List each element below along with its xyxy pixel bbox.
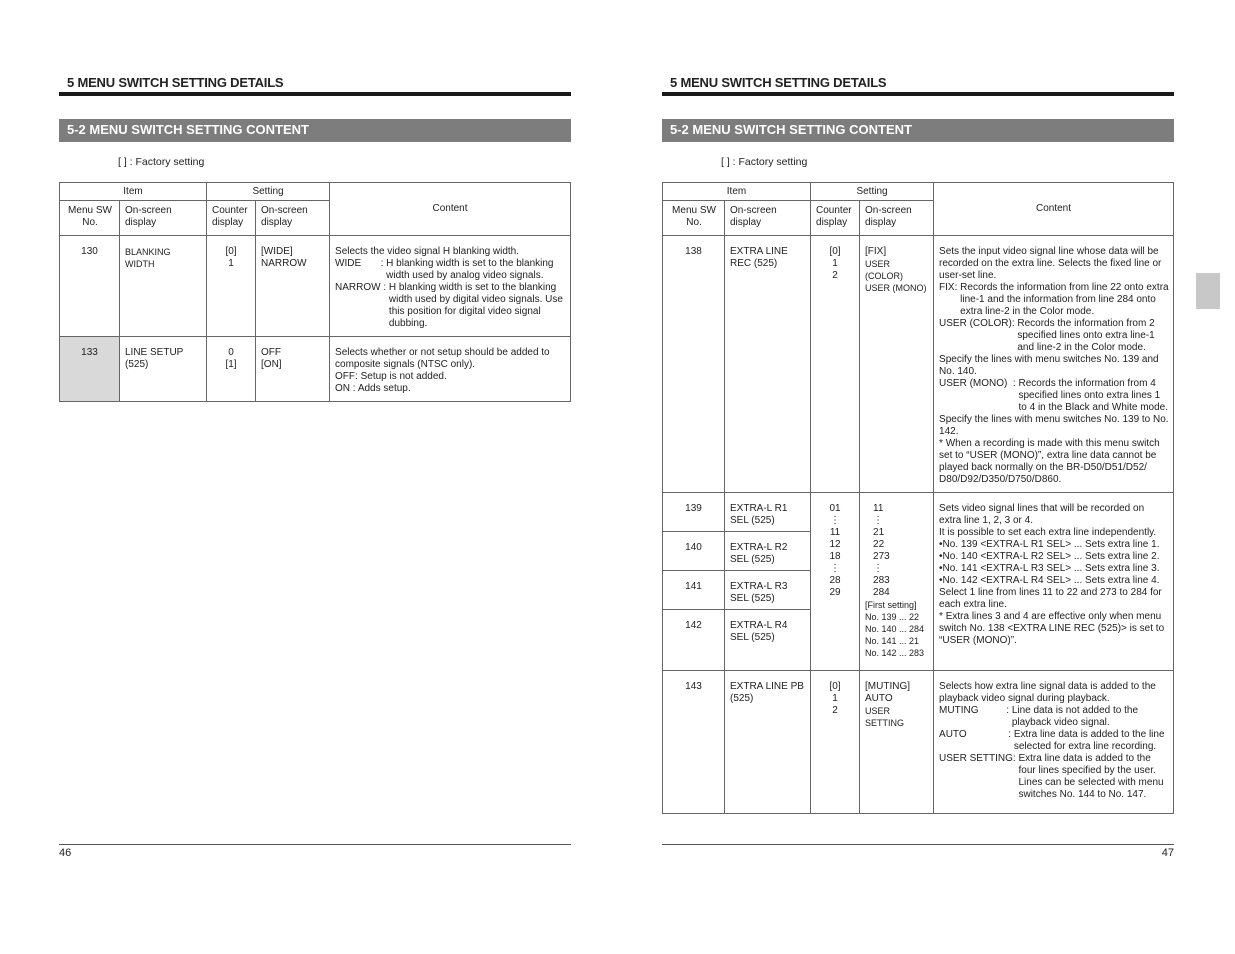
header-counter-display: Counter display <box>207 201 256 236</box>
section-title: 5 MENU SWITCH SETTING DETAILS <box>670 75 887 90</box>
title-rule <box>662 92 1174 96</box>
page-number: 47 <box>1161 847 1174 859</box>
factory-setting-note: [ ] : Factory setting <box>721 156 808 168</box>
header-setting: Setting <box>811 183 934 201</box>
factory-setting-note: [ ] : Factory setting <box>118 156 205 168</box>
content-description: Selects whether or not setup should be added to composite signals (NTSC only). OFF: Setup is not added. ON : Adds setup. <box>330 337 571 402</box>
menu-sw-number: 130 <box>60 236 120 337</box>
header-menu-sw-no: Menu SW No. <box>60 201 120 236</box>
header-menu-sw-no: Menu SW No. <box>663 201 725 236</box>
title-rule <box>59 92 571 96</box>
menu-sw-number: 140 <box>663 532 725 571</box>
menu-sw-number: 142 <box>663 610 725 671</box>
first-setting-list: [First setting] No. 139 ... 22 No. 140 ... 284 No. 141 ... 21 No. 142 ... 283 <box>865 600 925 658</box>
onscreen-display: EXTRA-L R2 SEL (525) <box>725 532 811 571</box>
header-counter-display: Counter display <box>811 201 860 236</box>
onscreen-display: EXTRA-L R3 SEL (525) <box>725 571 811 610</box>
table-row <box>663 236 1174 493</box>
table-row <box>663 671 1174 814</box>
menu-sw-number: 133 <box>60 337 120 402</box>
menu-sw-number: 139 <box>663 493 725 532</box>
footer-rule <box>59 844 571 845</box>
chapter-thumb-tab <box>1196 273 1220 309</box>
setting-values: [FIX] USER (COLOR) USER (MONO) <box>860 236 934 493</box>
setting-values: OFF [ON] <box>256 337 330 402</box>
menu-sw-number: 143 <box>663 671 725 814</box>
onscreen-display: EXTRA-L R1 SEL (525) <box>725 493 811 532</box>
counter-display: [0] 1 2 <box>811 236 860 493</box>
menu-sw-number: 141 <box>663 571 725 610</box>
setting-values: [MUTING] AUTO USER SETTING <box>860 671 934 814</box>
counter-display: [0] 1 2 <box>811 671 860 814</box>
content-description: Selects how extra line signal data is added to the playback video signal during playback. MUTING : Line data is not added to the playback video signal. AUTO : Extra line data is added to the line selected for extra line recording. USER SETTING: Extra line data is added to the four lines specified by the user. Lines can be selected with menu switches No. 144 to No. 147. <box>934 671 1174 814</box>
table-row <box>60 337 571 402</box>
header-content: Content <box>330 183 571 236</box>
setting-values: [WIDE] NARROW <box>256 236 330 337</box>
counter-display: [0] 1 <box>207 236 256 337</box>
header-item: Item <box>663 183 811 201</box>
counter-display: 0 [1] <box>207 337 256 402</box>
setting-values: 11 ⋮ 21 22 273 ⋮ 283 284 [First setting] No. 139 ... 22 No. 140 ... 284 No. 141 ... 21 No. 142 ... 283 <box>860 493 934 671</box>
counter-display: 01 ⋮ 11 12 18 ⋮ 28 29 <box>811 493 860 671</box>
settings-table <box>662 182 1174 814</box>
header-content: Content <box>934 183 1174 236</box>
onscreen-display: BLANKING WIDTH <box>120 236 207 337</box>
header-onscreen-display: On-screen display <box>725 201 811 236</box>
header-setting-onscreen: On-screen display <box>860 201 934 236</box>
table-row <box>60 236 571 337</box>
content-description: Sets the input video signal line whose data will be recorded on the extra line. Selects the fixed line or user-set line. FIX: Records the information from line 22 onto extra line-1 and the information from line 284 onto extra line-2 in the Color mode. USER (COLOR): Records the information from 2 specified lines onto extra line-1 and line-2 in the Color mode. Specify the lines with menu switches No. 139 and No. 140. USER (MONO) : Records the information from 4 specified lines onto extra lines 1 to 4 in the Black and White mode. Specify the lines with menu switches No. 139 to No. 142. * When a recording is made with this menu switch set to “USER (MONO)”, extra line data cannot be played back normally on the BR-D50/D51/D52/ D80/D92/D350/D750/D860. <box>934 236 1174 493</box>
table-row <box>663 493 1174 532</box>
section-title: 5 MENU SWITCH SETTING DETAILS <box>67 75 284 90</box>
onscreen-display: LINE SETUP (525) <box>120 337 207 402</box>
page-number: 46 <box>59 847 72 859</box>
content-description: Sets video signal lines that will be recorded on extra line 1, 2, 3 or 4. It is possible to set each extra line independently. •No. 139 <EXTRA-L R1 SEL> ... Sets extra line 1. •No. 140 <EXTRA-L R2 SEL> ... Sets extra line 2. •No. 141 <EXTRA-L R3 SEL> ... Sets extra line 3. •No. 142 <EXTRA-L R4 SEL> ... Sets extra line 4. Select 1 line from lines 11 to 22 and 273 to 284 for each extra line. * Extra lines 3 and 4 are effective only when menu switch No. 138 <EXTRA LINE REC (525)> is set to “USER (MONO)”. <box>934 493 1174 671</box>
onscreen-display: EXTRA LINE REC (525) <box>725 236 811 493</box>
header-setting-onscreen: On-screen display <box>256 201 330 236</box>
menu-sw-number: 138 <box>663 236 725 493</box>
content-description: Selects the video signal H blanking width. WIDE : H blanking width is set to the blanking width used by analog video signals. NARROW : H blanking width is set to the blanking width used by digital video signals. Use this position for digital video signal dubbing. <box>330 236 571 337</box>
subsection-bar <box>59 119 571 142</box>
subsection-title: 5-2 MENU SWITCH SETTING CONTENT <box>67 122 309 137</box>
footer-rule <box>662 844 1174 845</box>
header-onscreen-display: On-screen display <box>120 201 207 236</box>
settings-table <box>59 182 571 402</box>
subsection-bar <box>662 119 1174 142</box>
header-item: Item <box>60 183 207 201</box>
onscreen-display: EXTRA LINE PB (525) <box>725 671 811 814</box>
subsection-title: 5-2 MENU SWITCH SETTING CONTENT <box>670 122 912 137</box>
onscreen-display: EXTRA-L R4 SEL (525) <box>725 610 811 671</box>
header-setting: Setting <box>207 183 330 201</box>
